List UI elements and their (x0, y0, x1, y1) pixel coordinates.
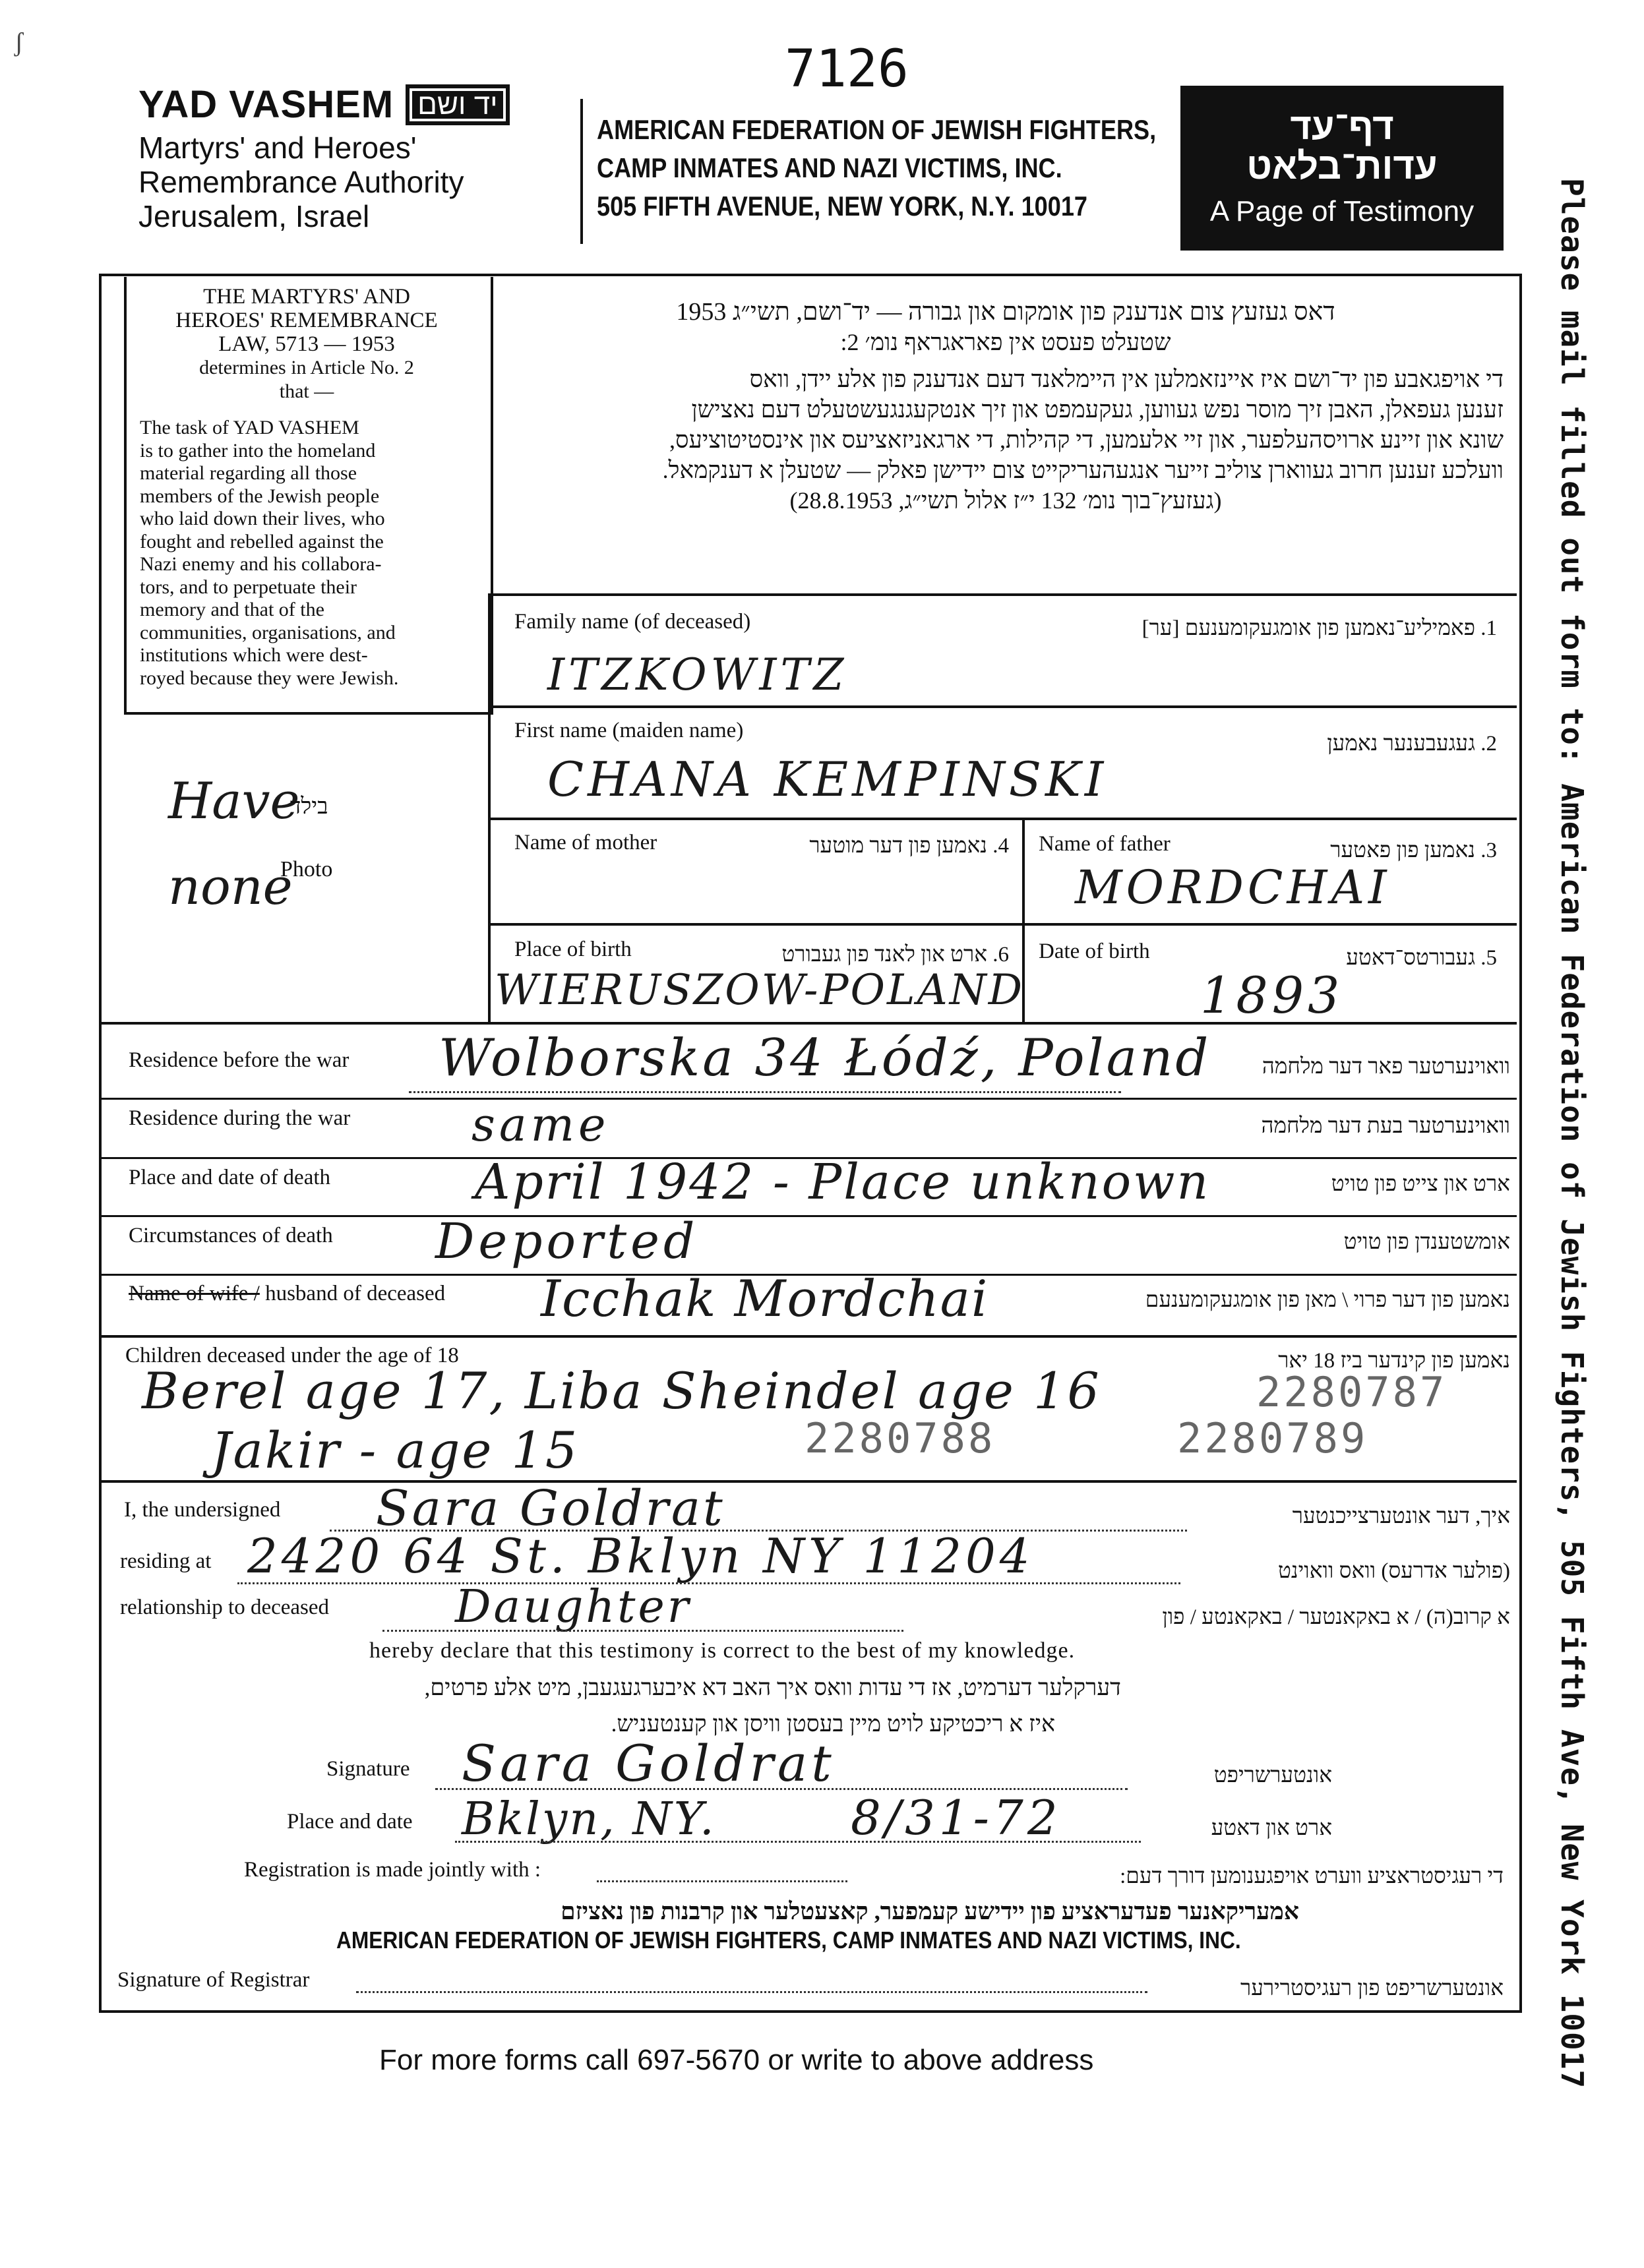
yad-vashem-line3: Jerusalem, Israel (138, 199, 370, 233)
relationship-line (382, 1630, 903, 1632)
law-task-12: royed because they were Jewish. (140, 667, 399, 689)
yad-vashem-logo: יד ושם (406, 84, 509, 125)
yad-vashem-line2: Remembrance Authority (138, 165, 464, 199)
death-circumstances-heb: אומשטענדן פון טויט (1343, 1230, 1510, 1254)
birth-place-heb: 6. ארט און לאנד פון געבורט (781, 943, 1009, 967)
relationship-heb: א קרוב(ה) / א באקאנטער / באקאנטע / פון (1162, 1605, 1510, 1629)
residing-value[interactable]: 2420 64 St. Bklyn NY 11204 (247, 1528, 1034, 1584)
law-task-10: communities, organisations, and (140, 621, 396, 643)
registrar-label: Signature of Registrar (117, 1968, 310, 1992)
undersigned-heb: איך, דער אונטערצייכנטער (1292, 1505, 1510, 1528)
law-heb-3: שונא און זיינע ארויסהעלפער, און זיי אלעמען, די קהילות, די ארגאניזאציעס און אינסטיטוציעס, (669, 427, 1504, 453)
photo-label-heb: בילד (290, 794, 328, 819)
residing-line (237, 1582, 1180, 1584)
birth-place-label: Place of birth (514, 938, 632, 961)
rule-before-family (488, 593, 1517, 596)
vertical-left-fields (488, 593, 491, 1022)
law-heading (125, 285, 488, 403)
place-date-line (455, 1841, 1141, 1843)
death-place-date-heb: ארט און צייט פון טויט (1331, 1172, 1510, 1196)
date-value[interactable]: 8/31-72 (851, 1790, 1062, 1845)
registration-label: Registration is made jointly with : (244, 1858, 541, 1882)
spouse-value[interactable]: Icchak Mordchai (541, 1269, 989, 1328)
photo-label: Photo (280, 857, 333, 881)
photo-handwriting-1: Have (168, 771, 300, 830)
birth-date-value[interactable]: 1893 (1200, 966, 1344, 1025)
side-mailing-note-wrap (1553, 178, 1593, 2090)
federation-line2: CAMP INMATES AND NAZI VICTIMS, INC. (597, 152, 1062, 183)
residence-during-value[interactable]: same (472, 1098, 610, 1152)
birth-date-heb: 5. געבורטס־דאטע (1346, 946, 1497, 970)
residence-during-label: Residence during the war (129, 1106, 351, 1130)
declaration-heb2: איז א ריכטיקע לויט מיין בעסטן וויסן און קענטעניש. (611, 1711, 1055, 1737)
spouse-heb: נאמען פון דער פרוי \ מאן פון אומגעקומענעם (1145, 1288, 1510, 1312)
signature-heb: אונטערשריפט (1213, 1764, 1332, 1787)
family-name-heb: 1. פאמיליע־נאמען פון אומגעקומענעם [ער] (1142, 616, 1497, 640)
birth-place-value[interactable]: WIERUSZOW-POLAND (495, 966, 1024, 1015)
registrar-heb: אונטערשריפט פון רעגיסטרירער (1240, 1977, 1504, 2000)
children-line1[interactable]: Berel age 17, Liba Sheindel age 16 (142, 1361, 1101, 1420)
place-date-label: Place and date (287, 1810, 413, 1834)
footer-text: For more forms call 697-5670 or write to above address (379, 2044, 1094, 2076)
stamp-number-3: 2280789 (1177, 1414, 1368, 1462)
federation-line1: AMERICAN FEDERATION OF JEWISH FIGHTERS, (597, 114, 1157, 145)
law-task-2: is to gather into the homeland (140, 439, 376, 462)
testimony-heb1: דף־עד (1290, 105, 1394, 147)
rule-death-place (99, 1215, 1517, 1217)
law-text-5: that — (279, 380, 334, 402)
children-label: Children deceased under the age of 18 (125, 1344, 459, 1367)
father-name-label: Name of father (1039, 832, 1171, 856)
mother-name-heb: 4. נאמען פון דער מוטער (809, 834, 1009, 858)
law-task-5: who laid down their lives, who (140, 508, 385, 529)
death-place-date-label: Place and date of death (129, 1166, 331, 1189)
undersigned-label: I, the undersigned (124, 1498, 281, 1522)
rule-children (99, 1480, 1517, 1483)
testimony-heb2: עדות־בלאט (1246, 145, 1438, 187)
law-heb-ref: (געזעץ־בוך נומ׳ 132 י״ז אלול תשי״ג, 28.8.1953) (789, 487, 1222, 514)
law-task-9: memory and that of the (140, 599, 324, 620)
father-name-value[interactable]: MORDCHAI (1075, 860, 1391, 914)
law-task-11: institutions which were dest- (140, 644, 368, 666)
first-name-heb: 2. געגעבענער נאמען (1327, 732, 1497, 756)
mother-name-label: Name of mother (514, 831, 657, 854)
law-task-7: Nazi enemy and his collabora- (140, 553, 382, 575)
stamp-number-1: 2280787 (1256, 1368, 1447, 1416)
registrar-line (356, 1991, 1147, 1993)
residence-before-heb: וואוינערטער פאר דער מלחמה (1262, 1055, 1510, 1079)
family-name-label: Family name (of deceased) (514, 610, 751, 634)
page-of-testimony-box (1180, 86, 1504, 251)
spouse-label: husband of deceased (265, 1282, 446, 1305)
undersigned-value[interactable]: Sara Goldrat (376, 1480, 725, 1537)
law-heb-1: די אויפגאבע פון יד־ושם איז איינזאמלען אין היימלאנד דעם אנדענק פון אלע יידן, וואס (749, 366, 1504, 392)
photo-handwriting-2: none (168, 857, 293, 916)
death-place-date-value[interactable]: April 1942 - Place unknown (475, 1154, 1211, 1210)
place-date-heb: ארט און דאטע (1211, 1816, 1332, 1840)
law-heb-4: וועלכע זענען חרוב געווארן צוליב זייער אנגעהעריקייט צום יידישן פאלק — שטעלן א דענקמאל. (662, 457, 1504, 483)
residing-label: residing at (120, 1549, 212, 1573)
residing-heb: (פולער אדרעס) וואס וואוינט (1277, 1559, 1510, 1583)
rule-residence-before (99, 1098, 1517, 1100)
death-circumstances-value[interactable]: Deported (435, 1213, 699, 1270)
first-name-label: First name (maiden name) (514, 719, 744, 742)
residence-during-heb: וואוינערטער בעת דער מלחמה (1261, 1114, 1510, 1138)
residence-before-label: Residence before the war (129, 1048, 350, 1072)
header-divider (580, 99, 583, 244)
family-name-value[interactable]: ITZKOWITZ (547, 649, 848, 700)
registration-heb: די רעגיסטראציע ווערט אויפגענומען דורך דעם: (1120, 1865, 1504, 1888)
declaration-english: hereby declare that this testimony is correct to the best of my knowledge. (369, 1638, 1076, 1663)
yad-vashem-title: YAD VASHEM (138, 83, 394, 126)
federation-header (597, 111, 1156, 225)
yad-vashem-header (138, 82, 510, 233)
father-name-heb: 3. נאמען פון פאטער (1330, 839, 1497, 862)
yad-vashem-line1: Martyrs' and Heroes' (138, 131, 417, 165)
rule-after-family (488, 705, 1517, 708)
law-task-4: members of the Jewish people (140, 485, 380, 507)
birth-date-label: Date of birth (1039, 940, 1150, 963)
children-heb: נאמען פון קינדער ביז 18 יאר (1278, 1349, 1510, 1373)
law-text-4: determines in Article No. 2 (199, 357, 414, 378)
spouse-label-strike: Name of wife / (129, 1282, 260, 1305)
law-task-8: tors, and to perpetuate their (140, 576, 357, 598)
law-heb-title: דאס געזעץ צום אנדענק פון אומקום און גבורה — יד־ושם, תשי״ג 1953 (676, 298, 1335, 326)
federation-line3: 505 FIFTH AVENUE, NEW YORK, N.Y. 10017 (597, 191, 1088, 222)
law-task-1: The task of YAD VASHEM (140, 417, 359, 438)
children-line2[interactable]: Jakir - age 15 (211, 1421, 580, 1479)
law-task-text (140, 417, 476, 690)
relationship-value[interactable]: Daughter (455, 1581, 692, 1633)
law-text-3: LAW, 5713 — 1953 (218, 332, 395, 356)
rule-after-first (488, 818, 1517, 820)
relationship-label: relationship to deceased (120, 1596, 330, 1619)
document-number: 7126 (785, 40, 909, 99)
rule-after-parents (488, 923, 1517, 926)
law-hebrew-block (508, 297, 1504, 516)
testimony-title: A Page of Testimony (1209, 195, 1475, 227)
law-text-2: HEROES' REMEMBRANCE (175, 309, 438, 332)
corner-mark: ʃ (15, 27, 24, 57)
residence-before-value[interactable]: Wolborska 34 Łódź, Poland (439, 1029, 1211, 1088)
law-heb-sub: שטעלט פעסט אין פאראגראף נומ׳ 2: (840, 329, 1171, 355)
law-task-6: fought and rebelled against the (140, 530, 384, 552)
stamp-number-2: 2280788 (805, 1414, 996, 1462)
signature-value[interactable]: Sara Goldrat (462, 1734, 836, 1793)
death-circumstances-label: Circumstances of death (129, 1224, 333, 1247)
registration-org: AMERICAN FEDERATION OF JEWISH FIGHTERS, CAMP INMATES AND NAZI VICTIMS, INC. (336, 1926, 1241, 1954)
registration-heb-org: אמעריקאנער פעדעראציע פון יידישע קעמפער, קאצעטלער און קרבנות פון נאציזם (561, 1898, 1299, 1925)
side-mailing-note: Please mail filled out form to: American Federation of Jewish Fighters, 505 Fifth Ave, New York 10017 (1554, 178, 1590, 2089)
law-text-1: THE MARTYRS' AND (203, 285, 410, 309)
law-task-3: material regarding all those (140, 462, 357, 484)
rule-spouse (99, 1335, 1517, 1338)
spouse-label-wrap (129, 1282, 445, 1306)
place-value[interactable]: Bklyn, NY. (462, 1793, 716, 1845)
law-heb-2: זענען געפאלן, האבן זיך מוסר נפש געווען, געקעמפט און זיך אנטקעגנגעשטעלט דעם נאצישן (691, 396, 1504, 423)
residence-before-line (409, 1091, 1121, 1093)
signature-label: Signature (326, 1757, 410, 1781)
declaration-heb1: דערקלער דערמיט, אז די עדות וואס איך האב דא איבערגעגעבן, מיט אלע פרטים, (424, 1675, 1121, 1700)
first-name-value[interactable]: CHANA KEMPINSKI (547, 752, 1108, 807)
registration-line (597, 1880, 847, 1882)
